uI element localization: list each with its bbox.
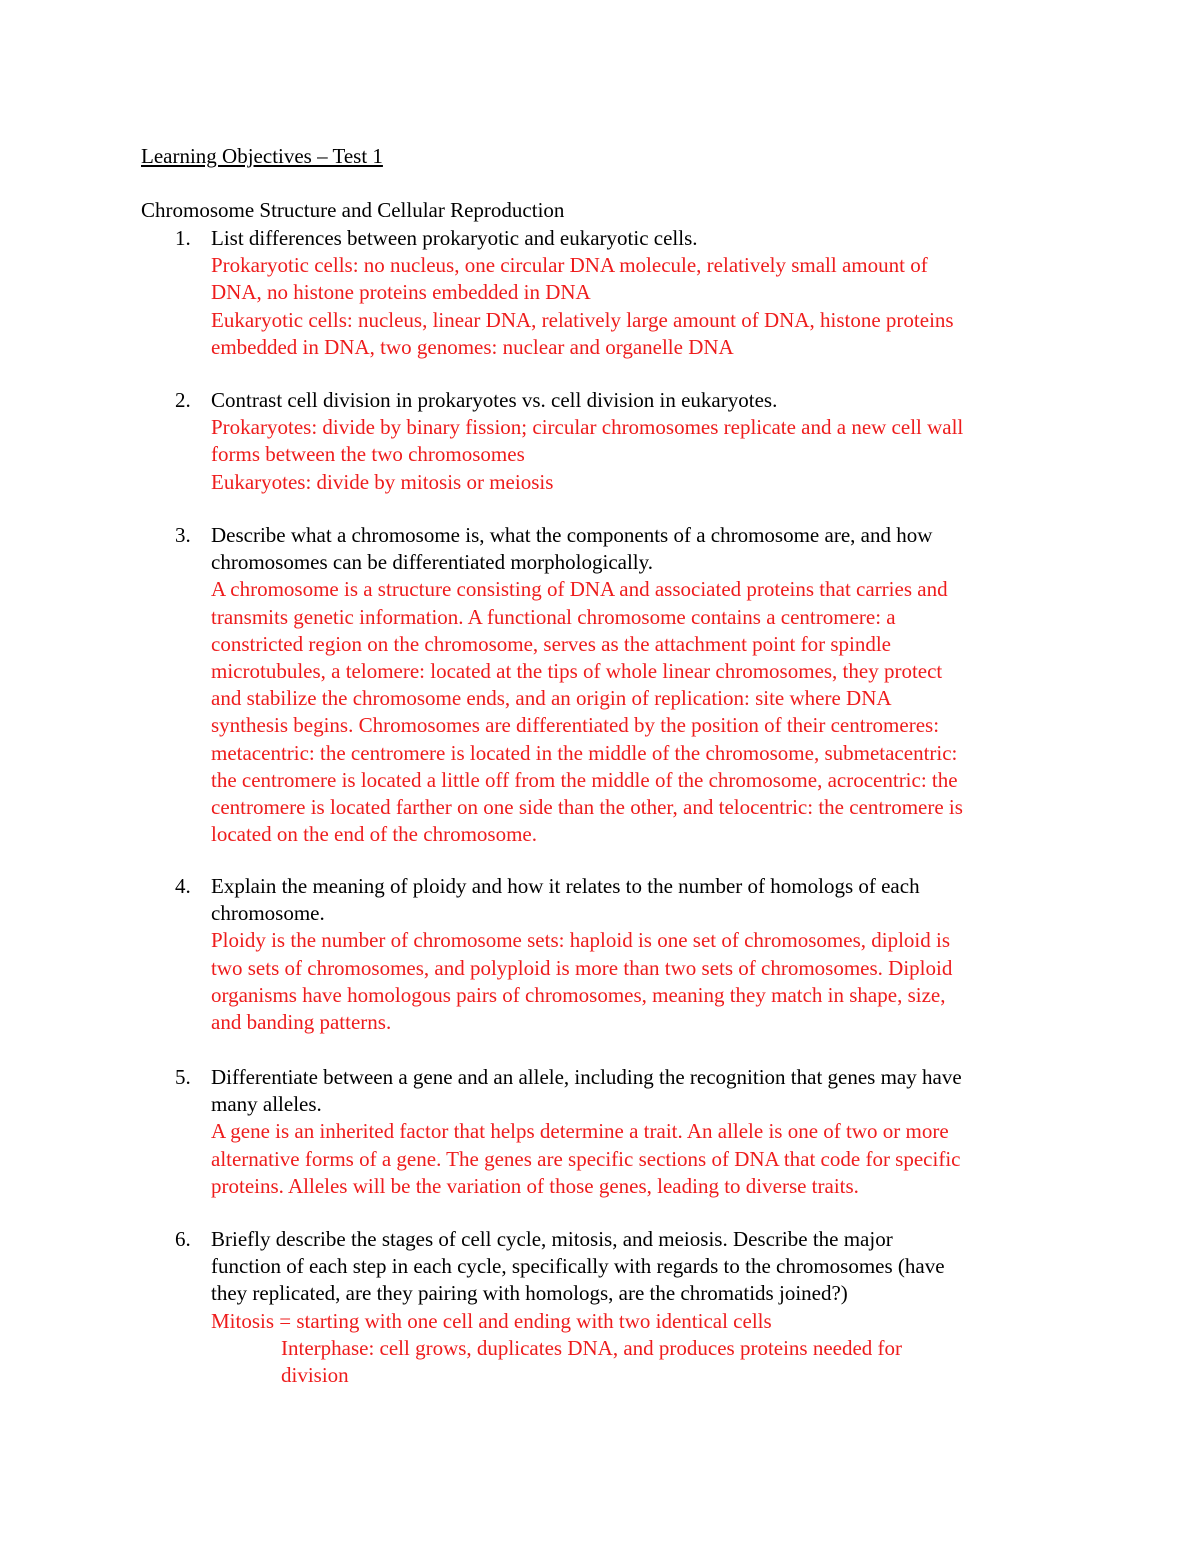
answer-line: A chromosome is a structure consisting of DNA and associated proteins that carries and (211, 577, 948, 602)
question-line: they replicated, are they pairing with homologs, are the chromatids joined?) (211, 1281, 848, 1306)
answer-line: Eukaryotes: divide by mitosis or meiosis (211, 469, 554, 494)
objective-item-5 (141, 1064, 1071, 1200)
item-number: 5. (175, 1065, 191, 1089)
answer-line: Eukaryotic cells: nucleus, linear DNA, relatively large amount of DNA, histone proteins (211, 307, 954, 332)
question-text: List differences between prokaryotic and eukaryotic cells. (211, 226, 698, 250)
section-heading: Chromosome Structure and Cellular Reproduction (141, 198, 565, 222)
answer-line: forms between the two chromosomes (211, 442, 525, 467)
answer-line: constricted region on the chromosome, serves as the attachment point for spindle (211, 631, 891, 656)
objective-item-2 (141, 387, 1071, 496)
answer-line: Prokaryotes: divide by binary fission; circular chromosomes replicate and a new cell wall (211, 415, 964, 440)
question-line: chromosomes can be differentiated morphologically. (211, 550, 654, 575)
answer-line: the centromere is located a little off from the middle of the chromosome, acrocentric: the (211, 767, 958, 792)
question-line: chromosome. (211, 901, 325, 926)
answer-line: embedded in DNA, two genomes: nuclear and organelle DNA (211, 334, 734, 359)
item-number: 1. (175, 226, 191, 250)
answer-line: Ploidy is the number of chromosome sets: haploid is one set of chromosomes, diploid is (211, 928, 951, 953)
answer-line: alternative forms of a gene. The genes are specific sections of DNA that code for specific (211, 1146, 961, 1171)
answer-line: and stabilize the chromosome ends, and an origin of replication: site where DNA (211, 686, 892, 711)
answer-line: transmits genetic information. A functional chromosome contains a centromere: a (211, 604, 896, 629)
item-number: 6. (175, 1227, 191, 1251)
question-line: function of each step in each cycle, specifically with regards to the chromosomes (have (211, 1254, 945, 1279)
answer-line: centromere is located farther on one side than the other, and telocentric: the centromere is (211, 795, 963, 820)
document-title: Learning Objectives – Test 1 (141, 144, 383, 168)
answer-line: and banding patterns. (211, 1010, 392, 1035)
answer-line: A gene is an inherited factor that helps determine a trait. An allele is one of two or more (211, 1119, 949, 1144)
objective-item-4 (141, 873, 1071, 1036)
answer-line: microtubules, a telomere: located at the tips of whole linear chromosomes, they protect (211, 659, 943, 684)
objective-item-1 (141, 225, 1071, 361)
question-line: Describe what a chromosome is, what the components of a chromosome are, and how (211, 523, 933, 547)
question-line: many alleles. (211, 1092, 322, 1117)
answer-line: metacentric: the centromere is located in the middle of the chromosome, submetacentric: (211, 740, 958, 765)
question-line: Explain the meaning of ploidy and how it relates to the number of homologs of each (211, 874, 920, 898)
answer-line: proteins. Alleles will be the variation of those genes, leading to diverse traits. (211, 1173, 859, 1198)
item-number: 3. (175, 523, 191, 547)
answer-line: synthesis begins. Chromosomes are differentiated by the position of their centromeres: (211, 713, 940, 738)
item-number: 4. (175, 874, 191, 898)
answer-line: organisms have homologous pairs of chromosomes, meaning they match in shape, size, (211, 982, 946, 1007)
sub-answer-line: Interphase: cell grows, duplicates DNA, and produces proteins needed for (281, 1335, 903, 1360)
objective-item-3 (141, 522, 1071, 848)
objective-item-6 (141, 1226, 1071, 1389)
question-line: Differentiate between a gene and an allele, including the recognition that genes may have (211, 1065, 962, 1089)
sub-answer-line: division (281, 1363, 349, 1388)
answer-line: Prokaryotic cells: no nucleus, one circular DNA molecule, relatively small amount of (211, 253, 928, 278)
answer-line: Mitosis = starting with one cell and ending with two identical cells (211, 1308, 772, 1333)
answer-line: two sets of chromosomes, and polyploid is more than two sets of chromosomes. Diploid (211, 955, 953, 980)
answer-line: located on the end of the chromosome. (211, 822, 537, 847)
question-line: Briefly describe the stages of cell cycle, mitosis, and meiosis. Describe the major (211, 1227, 893, 1251)
question-text: Contrast cell division in prokaryotes vs. cell division in eukaryotes. (211, 388, 778, 412)
answer-line: DNA, no histone proteins embedded in DNA (211, 280, 591, 305)
item-number: 2. (175, 388, 191, 412)
